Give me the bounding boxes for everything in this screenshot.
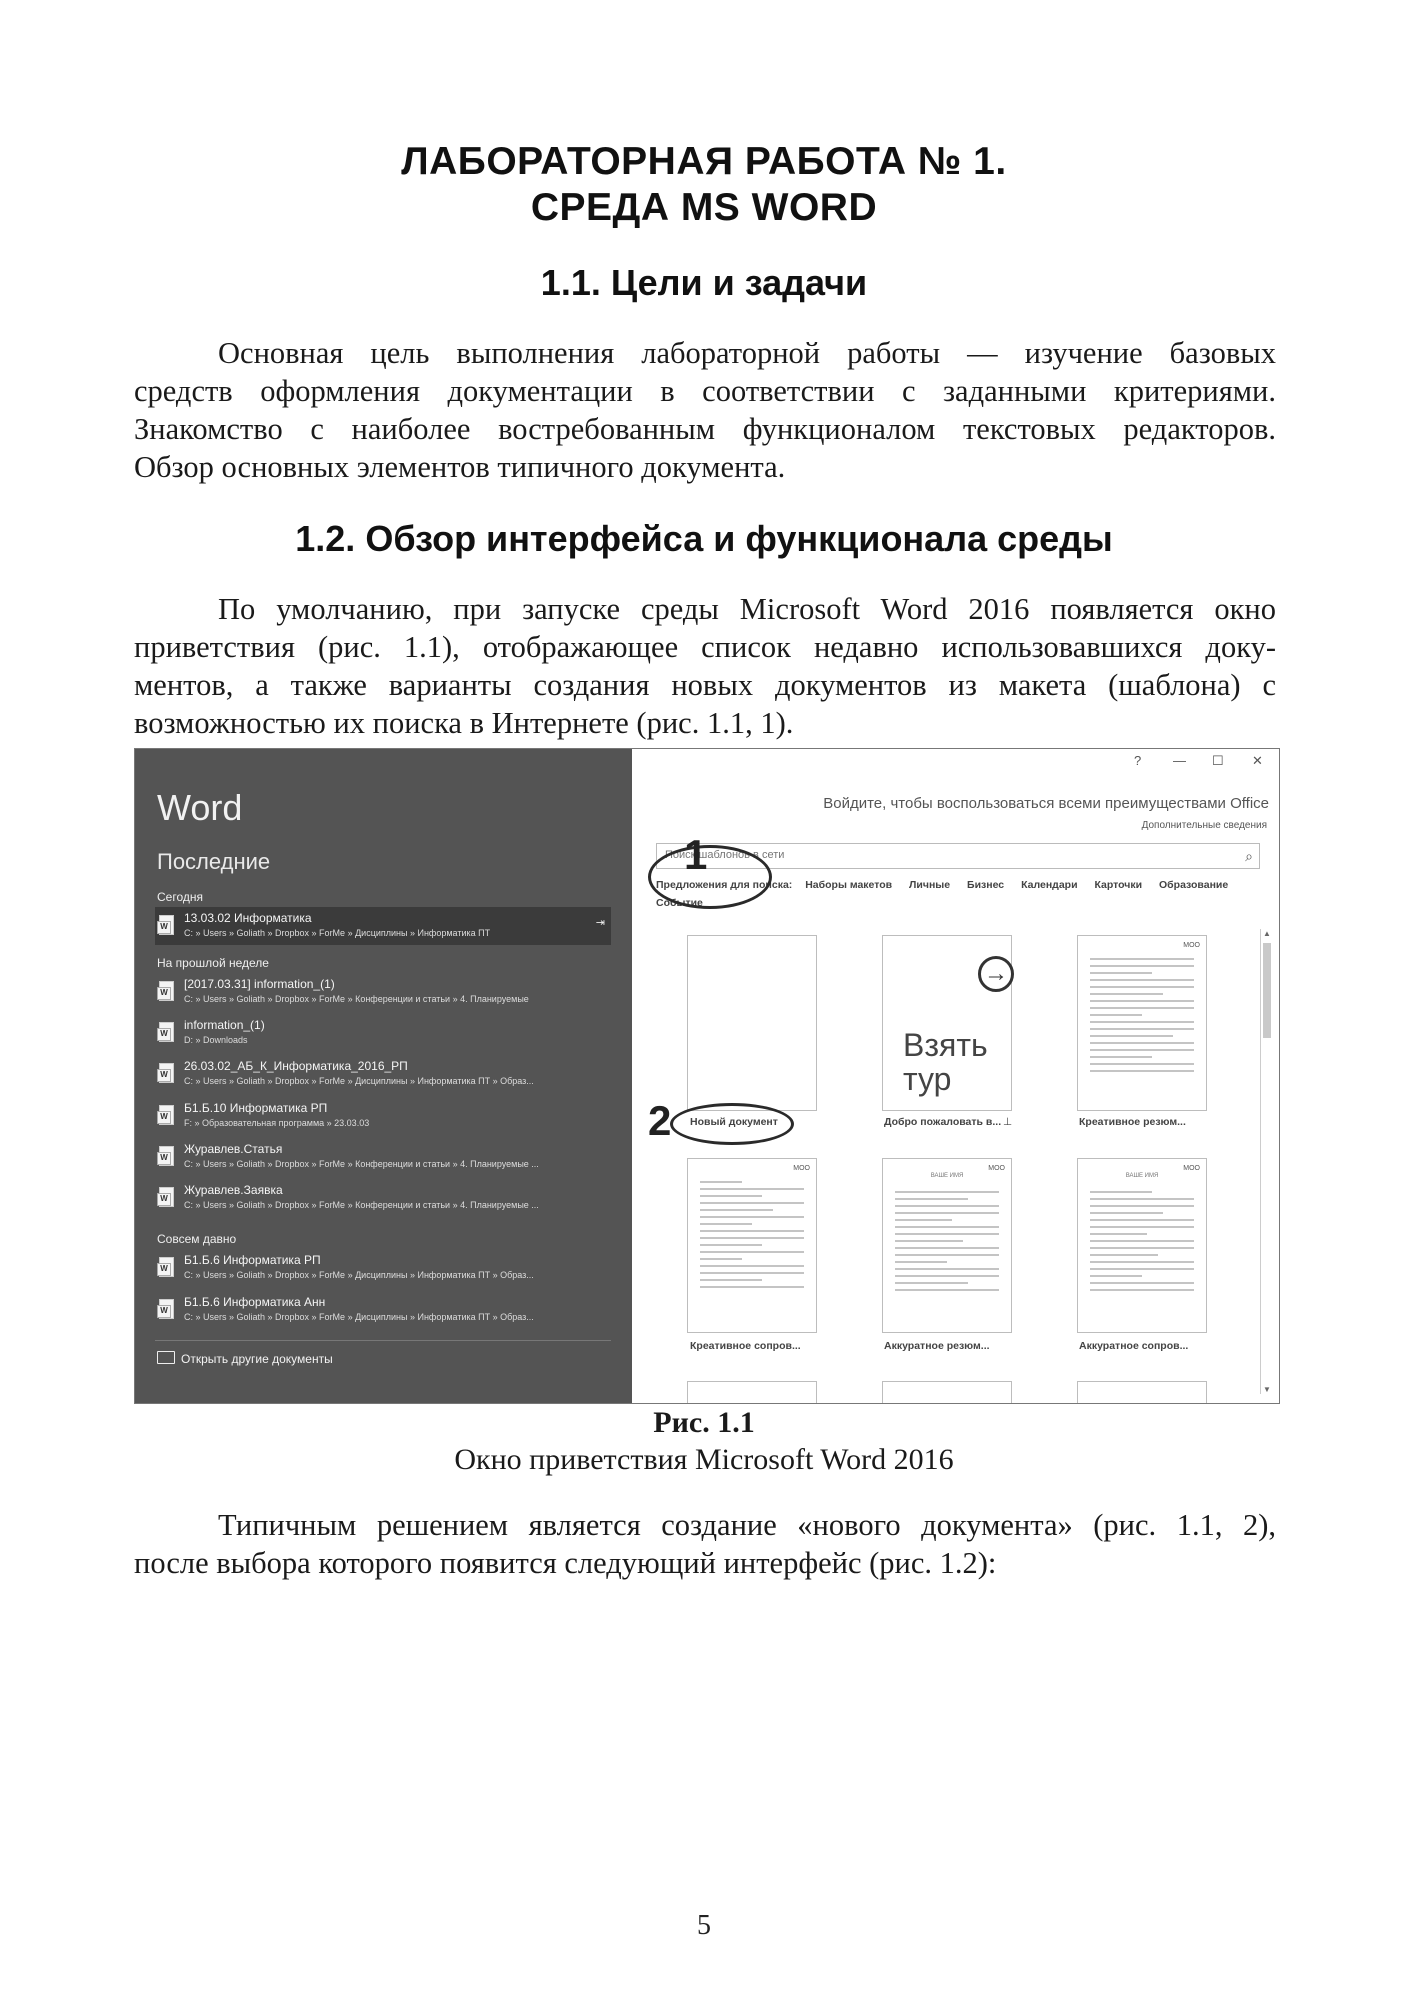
template-label: Аккуратное сопров... [1079, 1340, 1189, 1352]
suggestion-link[interactable]: Бизнес [967, 879, 1005, 891]
template-take-tour[interactable] [882, 935, 1012, 1111]
arrow-right-icon: → [978, 956, 1014, 992]
recent-item-name: Журавлев.Статья [184, 1142, 283, 1156]
word-file-icon: W [159, 1187, 174, 1207]
scrollbar[interactable] [1260, 929, 1273, 1394]
lab-title-line2: СРЕДА MS WORD [530, 186, 878, 229]
template-preview-lines [700, 1181, 804, 1293]
page-number: 5 [697, 1910, 711, 1941]
word-start-screenshot [134, 748, 1280, 1404]
open-other-documents-link[interactable] [157, 1351, 333, 1366]
text-line: Основная цель выполнения лабораторной работы — изучение базовых [218, 336, 1276, 370]
maximize-button[interactable]: ☐ [1212, 753, 1224, 768]
more-info-link[interactable]: Дополнительные сведения [1141, 820, 1267, 831]
suggestion-link[interactable]: Личные [909, 879, 951, 891]
group-last-week: На прошлой неделе [157, 956, 269, 970]
template-creative-resume[interactable] [1077, 935, 1207, 1111]
pin-icon[interactable]: ⇥ [595, 917, 605, 929]
text-line: По умолчанию, при запуске среды Microsoft Word 2016 появляется окно [218, 592, 1276, 626]
template-tile-partial[interactable] [1077, 1381, 1207, 1404]
recent-item[interactable] [155, 1179, 611, 1217]
template-header: ВАШЕ ИМЯ [930, 1173, 964, 1179]
template-label: Аккуратное резюм... [884, 1340, 990, 1352]
recent-item[interactable] [155, 973, 611, 1011]
tour-tile-text [903, 1028, 988, 1096]
backstage-right-pane [632, 749, 1279, 1403]
recent-item[interactable] [155, 1055, 611, 1093]
word-file-icon: W [159, 1299, 174, 1319]
template-tile-partial[interactable] [882, 1381, 1012, 1404]
suggestion-link[interactable]: Календари [1021, 879, 1078, 891]
word-file-icon: W [159, 1105, 174, 1125]
figure-number: Рис. 1.1 [653, 1406, 755, 1439]
template-preview-lines [895, 1191, 999, 1296]
text-line: средств оформления документации в соответствии с заданными критериями. [134, 374, 1276, 408]
tour-text-line: тур [903, 1061, 952, 1097]
sign-in-link[interactable]: Войдите, чтобы воспользоваться всеми преимуществами Office [823, 795, 1269, 812]
suggestion-link[interactable]: Событие [656, 897, 703, 909]
word-file-icon: W [159, 1257, 174, 1277]
template-badge: МОО [1183, 1165, 1200, 1172]
recent-item-name: Журавлев.Заявка [184, 1183, 283, 1197]
recent-item-name: [2017.03.31] information_(1) [184, 977, 335, 991]
suggestion-link[interactable]: Образование [1159, 879, 1229, 891]
suggestion-link[interactable]: Наборы макетов [805, 879, 893, 891]
figure-caption: Окно приветствия Microsoft Word 2016 [454, 1443, 954, 1476]
template-label: Добро пожаловать в... [884, 1116, 1002, 1128]
recent-item[interactable] [155, 1138, 611, 1176]
annotation-number-2: 2 [648, 1097, 672, 1144]
recent-item-name: Б1.Б.10 Информатика РП [184, 1101, 328, 1115]
recent-title: Последние [157, 849, 271, 874]
minimize-button[interactable]: — [1173, 753, 1186, 768]
recent-item[interactable] [155, 1249, 611, 1287]
close-button[interactable]: ✕ [1252, 753, 1263, 768]
template-blank-document[interactable] [687, 935, 817, 1111]
template-neat-cover-letter[interactable] [1077, 1158, 1207, 1333]
recent-item[interactable] [155, 907, 611, 945]
open-other-label: Открыть другие документы [181, 1352, 333, 1366]
section1-paragraph [134, 334, 1276, 486]
recent-item-path: C: » Users » Goliath » Dropbox » ForMe » Дисциплины » Информатика ПТ » Образ... [184, 1076, 534, 1086]
recent-item-path: C: » Users » Goliath » Dropbox » ForMe » Дисциплины » Информатика ПТ [184, 928, 491, 938]
word-file-icon: W [159, 1146, 174, 1166]
template-tile-partial[interactable] [687, 1381, 817, 1404]
lab-title-line1: ЛАБОРАТОРНАЯ РАБОТА № 1. [401, 140, 1007, 183]
suggestion-link[interactable]: Карточки [1094, 879, 1143, 891]
recent-item-path: C: » Users » Goliath » Dropbox » ForMe » Дисциплины » Информатика ПТ » Образ... [184, 1312, 534, 1322]
template-label: Новый документ [690, 1116, 778, 1128]
recent-item-path: C: » Users » Goliath » Dropbox » ForMe » Дисциплины » Информатика ПТ » Образ... [184, 1270, 534, 1280]
recent-item-name: 13.03.02 Информатика [184, 911, 312, 925]
backstage-left-pane [135, 749, 632, 1403]
group-long-ago: Совсем давно [157, 1232, 237, 1246]
text-line: Знакомство с наиболее востребованным функционалом текстовых редакторов. [134, 412, 1276, 446]
template-badge: МОО [793, 1165, 810, 1172]
recent-item[interactable] [155, 1291, 611, 1329]
template-creative-cover-letter[interactable] [687, 1158, 817, 1333]
word-file-icon: W [159, 1063, 174, 1083]
recent-item-name: Б1.Б.6 Информатика РП [184, 1253, 321, 1267]
word-file-icon: W [159, 981, 174, 1001]
template-neat-resume[interactable] [882, 1158, 1012, 1333]
template-header: ВАШЕ ИМЯ [1125, 1173, 1159, 1179]
template-label: Креативное резюм... [1079, 1116, 1186, 1128]
text-line: после выбора которого появится следующий интерфейс (рис. 1.2): [134, 1546, 997, 1580]
template-preview-lines [1090, 958, 1194, 1077]
recent-item-path: C: » Users » Goliath » Dropbox » ForMe » Конференции и статьи » 4. Планируемые ... [184, 1159, 539, 1169]
text-line: приветствия (рис. 1.1), отображающее список недавно использовавшихся доку- [134, 630, 1276, 664]
recent-item-path: C: » Users » Goliath » Dropbox » ForMe » Конференции и статьи » 4. Планируемые [184, 994, 529, 1004]
scroll-thumb[interactable] [1263, 943, 1271, 1038]
pin-icon[interactable]: ⊥ [1003, 1116, 1013, 1128]
text-line: Обзор основных элементов типичного документа. [134, 450, 786, 484]
template-badge: МОО [988, 1165, 1005, 1172]
section2-heading: 1.2. Обзор интерфейса и функционала среды [295, 518, 1113, 559]
word-file-icon: W [159, 1022, 174, 1042]
annotation-number-1: 1 [684, 831, 708, 878]
tour-text-line: Взять [903, 1027, 988, 1063]
after-figure-paragraph [134, 1506, 1276, 1582]
recent-item-name: Б1.Б.6 Информатика Анн [184, 1295, 326, 1309]
template-label: Креативное сопров... [690, 1340, 801, 1352]
recent-item-path: C: » Users » Goliath » Dropbox » ForMe » Конференции и статьи » 4. Планируемые ... [184, 1200, 539, 1210]
template-badge: МОО [1183, 942, 1200, 949]
section2-paragraph [134, 590, 1276, 742]
text-line: Типичным решением является создание «нового документа» (рис. 1.1, 2), [218, 1508, 1276, 1542]
recent-item-name: 26.03.02_АБ_К_Информатика_2016_РП [184, 1059, 408, 1073]
word-file-icon: W [159, 915, 174, 935]
scroll-up-icon[interactable]: ▲ [1263, 929, 1271, 938]
scroll-down-icon[interactable]: ▼ [1263, 1385, 1271, 1394]
section1-heading: 1.1. Цели и задачи [540, 262, 868, 303]
recent-item-path: D: » Downloads [184, 1035, 248, 1045]
recent-item[interactable] [155, 1014, 611, 1052]
recent-item-name: information_(1) [184, 1018, 265, 1032]
search-icon[interactable]: ⌕ [1245, 848, 1253, 864]
help-button[interactable]: ? [1134, 753, 1142, 768]
folder-icon [157, 1351, 175, 1364]
recent-item-path: F: » Образовательная программа » 23.03.03 [184, 1118, 370, 1128]
divider [155, 1340, 611, 1341]
recent-item[interactable] [155, 1097, 611, 1135]
annotation-circle-1 [648, 845, 772, 909]
word-app-name: Word [157, 787, 243, 828]
suggestions-label: Предложения для поиска: [656, 879, 793, 891]
text-line: ментов, а также варианты создания новых документов из макета (шаблона) с [134, 668, 1276, 702]
annotation-circle-2 [670, 1103, 794, 1145]
template-preview-lines [1090, 1191, 1194, 1296]
group-today: Сегодня [157, 890, 203, 904]
text-line: возможностью их поиска в Интернете (рис. 1.1, 1). [134, 706, 794, 740]
